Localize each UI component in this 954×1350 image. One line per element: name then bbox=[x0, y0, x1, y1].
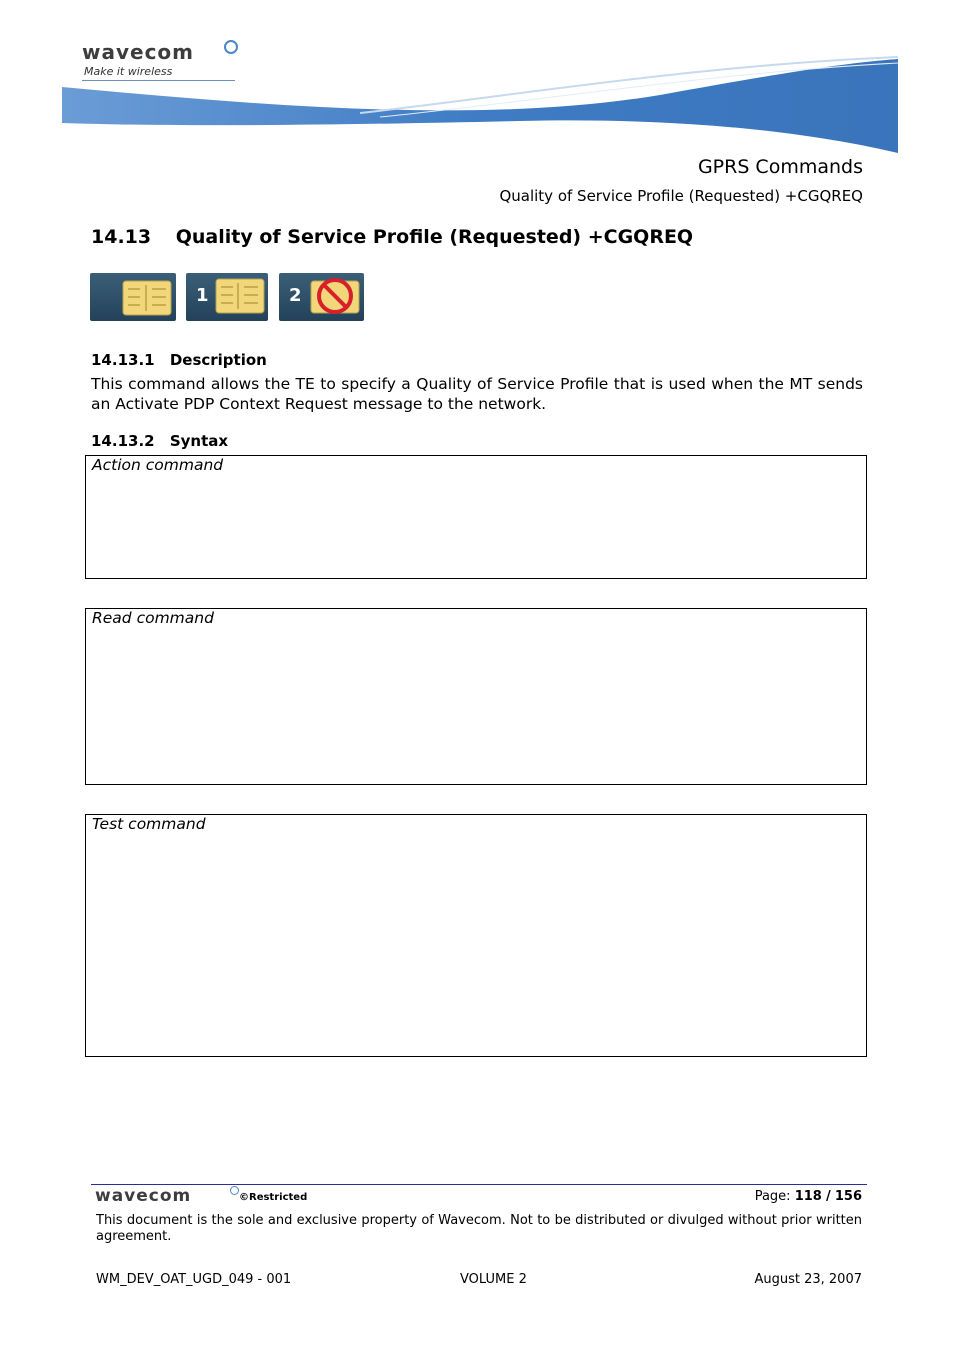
syntax-title: Syntax bbox=[169, 432, 229, 450]
test-command-label: Test command bbox=[92, 815, 206, 833]
footer-logo-wordmark: wavecom bbox=[95, 1186, 192, 1206]
description-heading bbox=[91, 351, 267, 369]
footer-notice: This document is the sole and exclusive property of Wavecom. Not to be distributed or divulged without prior written agreement. bbox=[96, 1213, 862, 1244]
footer-logo bbox=[95, 1186, 325, 1206]
action-command-label: Action command bbox=[92, 456, 224, 474]
syntax-number: 14.13.2 bbox=[91, 432, 155, 450]
header bbox=[0, 0, 954, 205]
logo-wordmark: wavecom bbox=[82, 40, 195, 64]
page-indicator bbox=[755, 1189, 862, 1204]
syntax-heading bbox=[91, 432, 228, 450]
header-banner bbox=[60, 55, 900, 155]
sim-2-forbidden-icon bbox=[279, 273, 364, 321]
doc-date: August 23, 2007 bbox=[754, 1272, 862, 1287]
restricted-label: ©Restricted bbox=[239, 1192, 308, 1203]
action-command-box bbox=[85, 455, 867, 579]
volume: VOLUME 2 bbox=[460, 1272, 527, 1287]
section-number: 14.13 bbox=[91, 226, 152, 248]
logo-tagline: Make it wireless bbox=[84, 65, 173, 78]
read-command-label: Read command bbox=[92, 609, 214, 627]
logo-swirl-icon bbox=[224, 40, 238, 54]
section-heading bbox=[91, 226, 693, 248]
page-label: Page: bbox=[754, 1189, 791, 1204]
footer-logo-swirl-icon bbox=[230, 1186, 239, 1195]
sim-icon bbox=[90, 273, 176, 321]
sim-1-icon bbox=[186, 273, 268, 321]
page-separator: / bbox=[825, 1189, 831, 1204]
test-command-box bbox=[85, 814, 867, 1057]
footer-rule bbox=[91, 1184, 867, 1185]
doc-id: WM_DEV_OAT_UGD_049 - 001 bbox=[96, 1272, 292, 1287]
sim-1-label: 1 bbox=[196, 285, 209, 306]
description-title: Description bbox=[169, 351, 267, 369]
sim-2-label: 2 bbox=[289, 285, 302, 306]
chapter-title: GPRS Commands bbox=[697, 156, 863, 178]
read-command-box bbox=[85, 608, 867, 785]
section-ref: Quality of Service Profile (Requested) +CGQREQ bbox=[499, 187, 863, 205]
page-total: 156 bbox=[834, 1189, 862, 1204]
section-title: Quality of Service Profile (Requested) +CGQREQ bbox=[175, 226, 694, 248]
description-text: This command allows the TE to specify a Quality of Service Profile that is used when the MT sends an Activate PDP Context Request message to the network. bbox=[91, 375, 863, 413]
description-number: 14.13.1 bbox=[91, 351, 155, 369]
page-current: 118 bbox=[794, 1189, 822, 1204]
